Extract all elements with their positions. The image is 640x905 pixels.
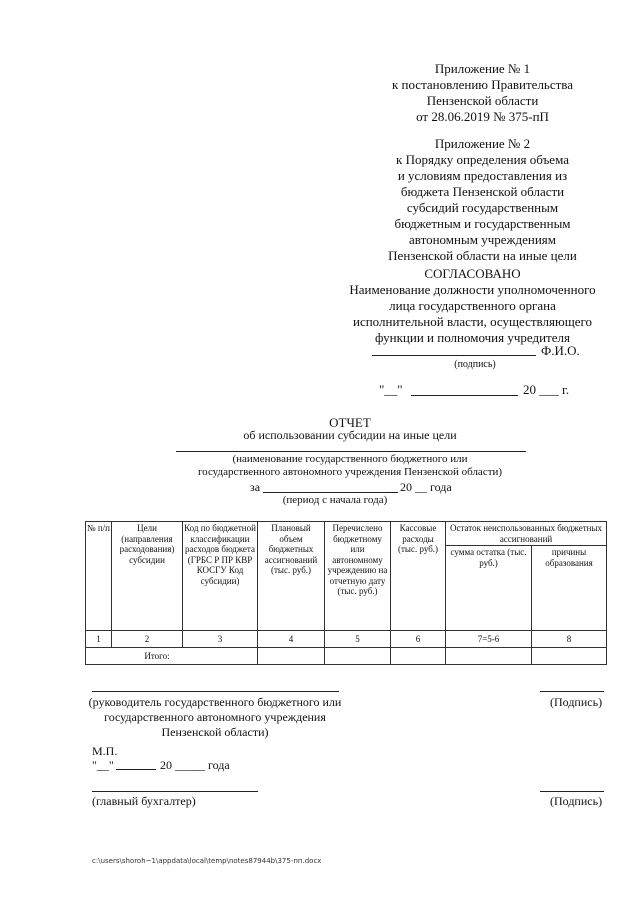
approval-date-year: 20 ___ г.: [523, 382, 570, 397]
appendix1-line: Приложение № 1: [434, 61, 531, 76]
head-caption-line: Пензенской области): [161, 725, 269, 739]
accountant-sign-line: [540, 791, 604, 792]
column-number: 3: [183, 631, 258, 648]
head-sign-line: [540, 691, 604, 692]
table-header-row: [86, 522, 607, 546]
head-sign-caption: (Подпись): [550, 695, 603, 709]
institution-name-line: [176, 451, 526, 452]
accountant-signature-line: [92, 791, 258, 792]
report-title: ОТЧЕТ: [329, 415, 371, 430]
period-caption: (период с начала года): [282, 494, 388, 506]
appendix2-line: автономным учреждениям: [409, 232, 556, 247]
date-month-line: [116, 769, 156, 770]
head-caption-line: государственного автономного учреждения: [104, 710, 326, 724]
appendix2-line: бюджетным и государственным: [394, 216, 571, 231]
total-cell: [325, 648, 391, 665]
column-number: 1: [86, 631, 112, 648]
approval-line: лица государственного органа: [389, 298, 556, 313]
appendix2-line: Пензенской области на иные цели: [388, 248, 577, 263]
accountant-sign-caption: (Подпись): [550, 794, 603, 808]
date-day: "__": [92, 758, 114, 772]
header-code: Код по бюджетной классификации расходов бюджета (ГРБС Р ПР КВР КОСГУ Код субсидии): [183, 522, 258, 631]
approval-signature-line: [372, 355, 536, 356]
header-transferred: Перечислено бюджетному или автономному учреждению на отчетную дату (тыс. руб.): [325, 522, 391, 631]
header-remainder-reason: причины образования: [532, 546, 607, 631]
appendix2-line: субсидий государственным: [406, 200, 559, 215]
head-caption: [80, 695, 350, 740]
institution-caption-line: (наименование государственного бюджетного или: [232, 453, 468, 465]
approval-line: функции и полномочия учредителя: [375, 330, 570, 345]
period-line: [263, 492, 398, 493]
appendix1-line: Пензенской области: [426, 93, 539, 108]
column-number: 4: [258, 631, 325, 648]
footer-file-path: c:\users\shoroh~1\appdata\local\temp\notes87944b\375-пп.docx: [92, 857, 322, 865]
approval-line: исполнительной власти, осуществляющего: [353, 314, 592, 329]
appendix2-line: к Порядку определения объема: [396, 152, 569, 167]
total-cell: [446, 648, 532, 665]
institution-caption: [160, 453, 540, 479]
appendix2-line: Приложение № 2: [434, 136, 531, 151]
approval-line: Наименование должности уполномоченного: [349, 282, 596, 297]
appendix2-line: и условиям предоставления из: [397, 168, 568, 183]
head-caption-line: (руководитель государственного бюджетного или: [88, 695, 342, 709]
header-remainder-sum: сумма остатка (тыс. руб.): [446, 546, 532, 631]
institution-caption-line: государственного автономного учреждения Пензенской области): [197, 466, 503, 478]
stamp-label: М.П.: [92, 744, 118, 758]
approval-fio: Ф.И.О.: [541, 343, 580, 358]
approval-title: СОГЛАСОВАНО: [424, 266, 521, 281]
total-cell: [391, 648, 446, 665]
appendix2-line: бюджета Пензенской области: [400, 184, 565, 199]
table-total-row: [86, 648, 607, 665]
date-year: 20 _____ года: [160, 758, 230, 772]
total-label: Итого:: [86, 648, 258, 665]
column-number: 7=5-6: [446, 631, 532, 648]
header-goals: Цели (направления расходования) субсидии: [112, 522, 183, 631]
table-numbers-row: [86, 631, 607, 648]
header-planned: Плановый объем бюджетных ассигнований (тыс. руб.): [258, 522, 325, 631]
head-signature-line: [92, 691, 339, 692]
appendix1-block: [380, 61, 585, 125]
header-cash: Кассовые расходы (тыс. руб.): [391, 522, 446, 631]
total-cell: [258, 648, 325, 665]
appendix2-block: [380, 136, 585, 264]
column-number: 6: [391, 631, 446, 648]
header-num: № п/п: [86, 522, 112, 631]
period-prefix: за: [250, 480, 261, 494]
appendix1-line: от 28.06.2019 № 375-пП: [416, 109, 549, 124]
period-suffix: 20 __ года: [400, 480, 452, 494]
appendix1-line: к постановлению Правительства: [391, 77, 574, 92]
total-cell: [532, 648, 607, 665]
column-number: 5: [325, 631, 391, 648]
accountant-caption: (главный бухгалтер): [92, 794, 196, 808]
header-remainder: Остаток неиспользованных бюджетных ассигнований: [446, 522, 607, 546]
report-subtitle: об использовании субсидии на иные цели: [243, 428, 457, 442]
column-number: 8: [532, 631, 607, 648]
approval-block: [340, 266, 605, 346]
approval-date-day: "__": [379, 382, 403, 397]
report-table: [85, 521, 607, 665]
column-number: 2: [112, 631, 183, 648]
approval-signature-caption: (подпись): [454, 359, 496, 370]
approval-date-line: [411, 395, 518, 396]
